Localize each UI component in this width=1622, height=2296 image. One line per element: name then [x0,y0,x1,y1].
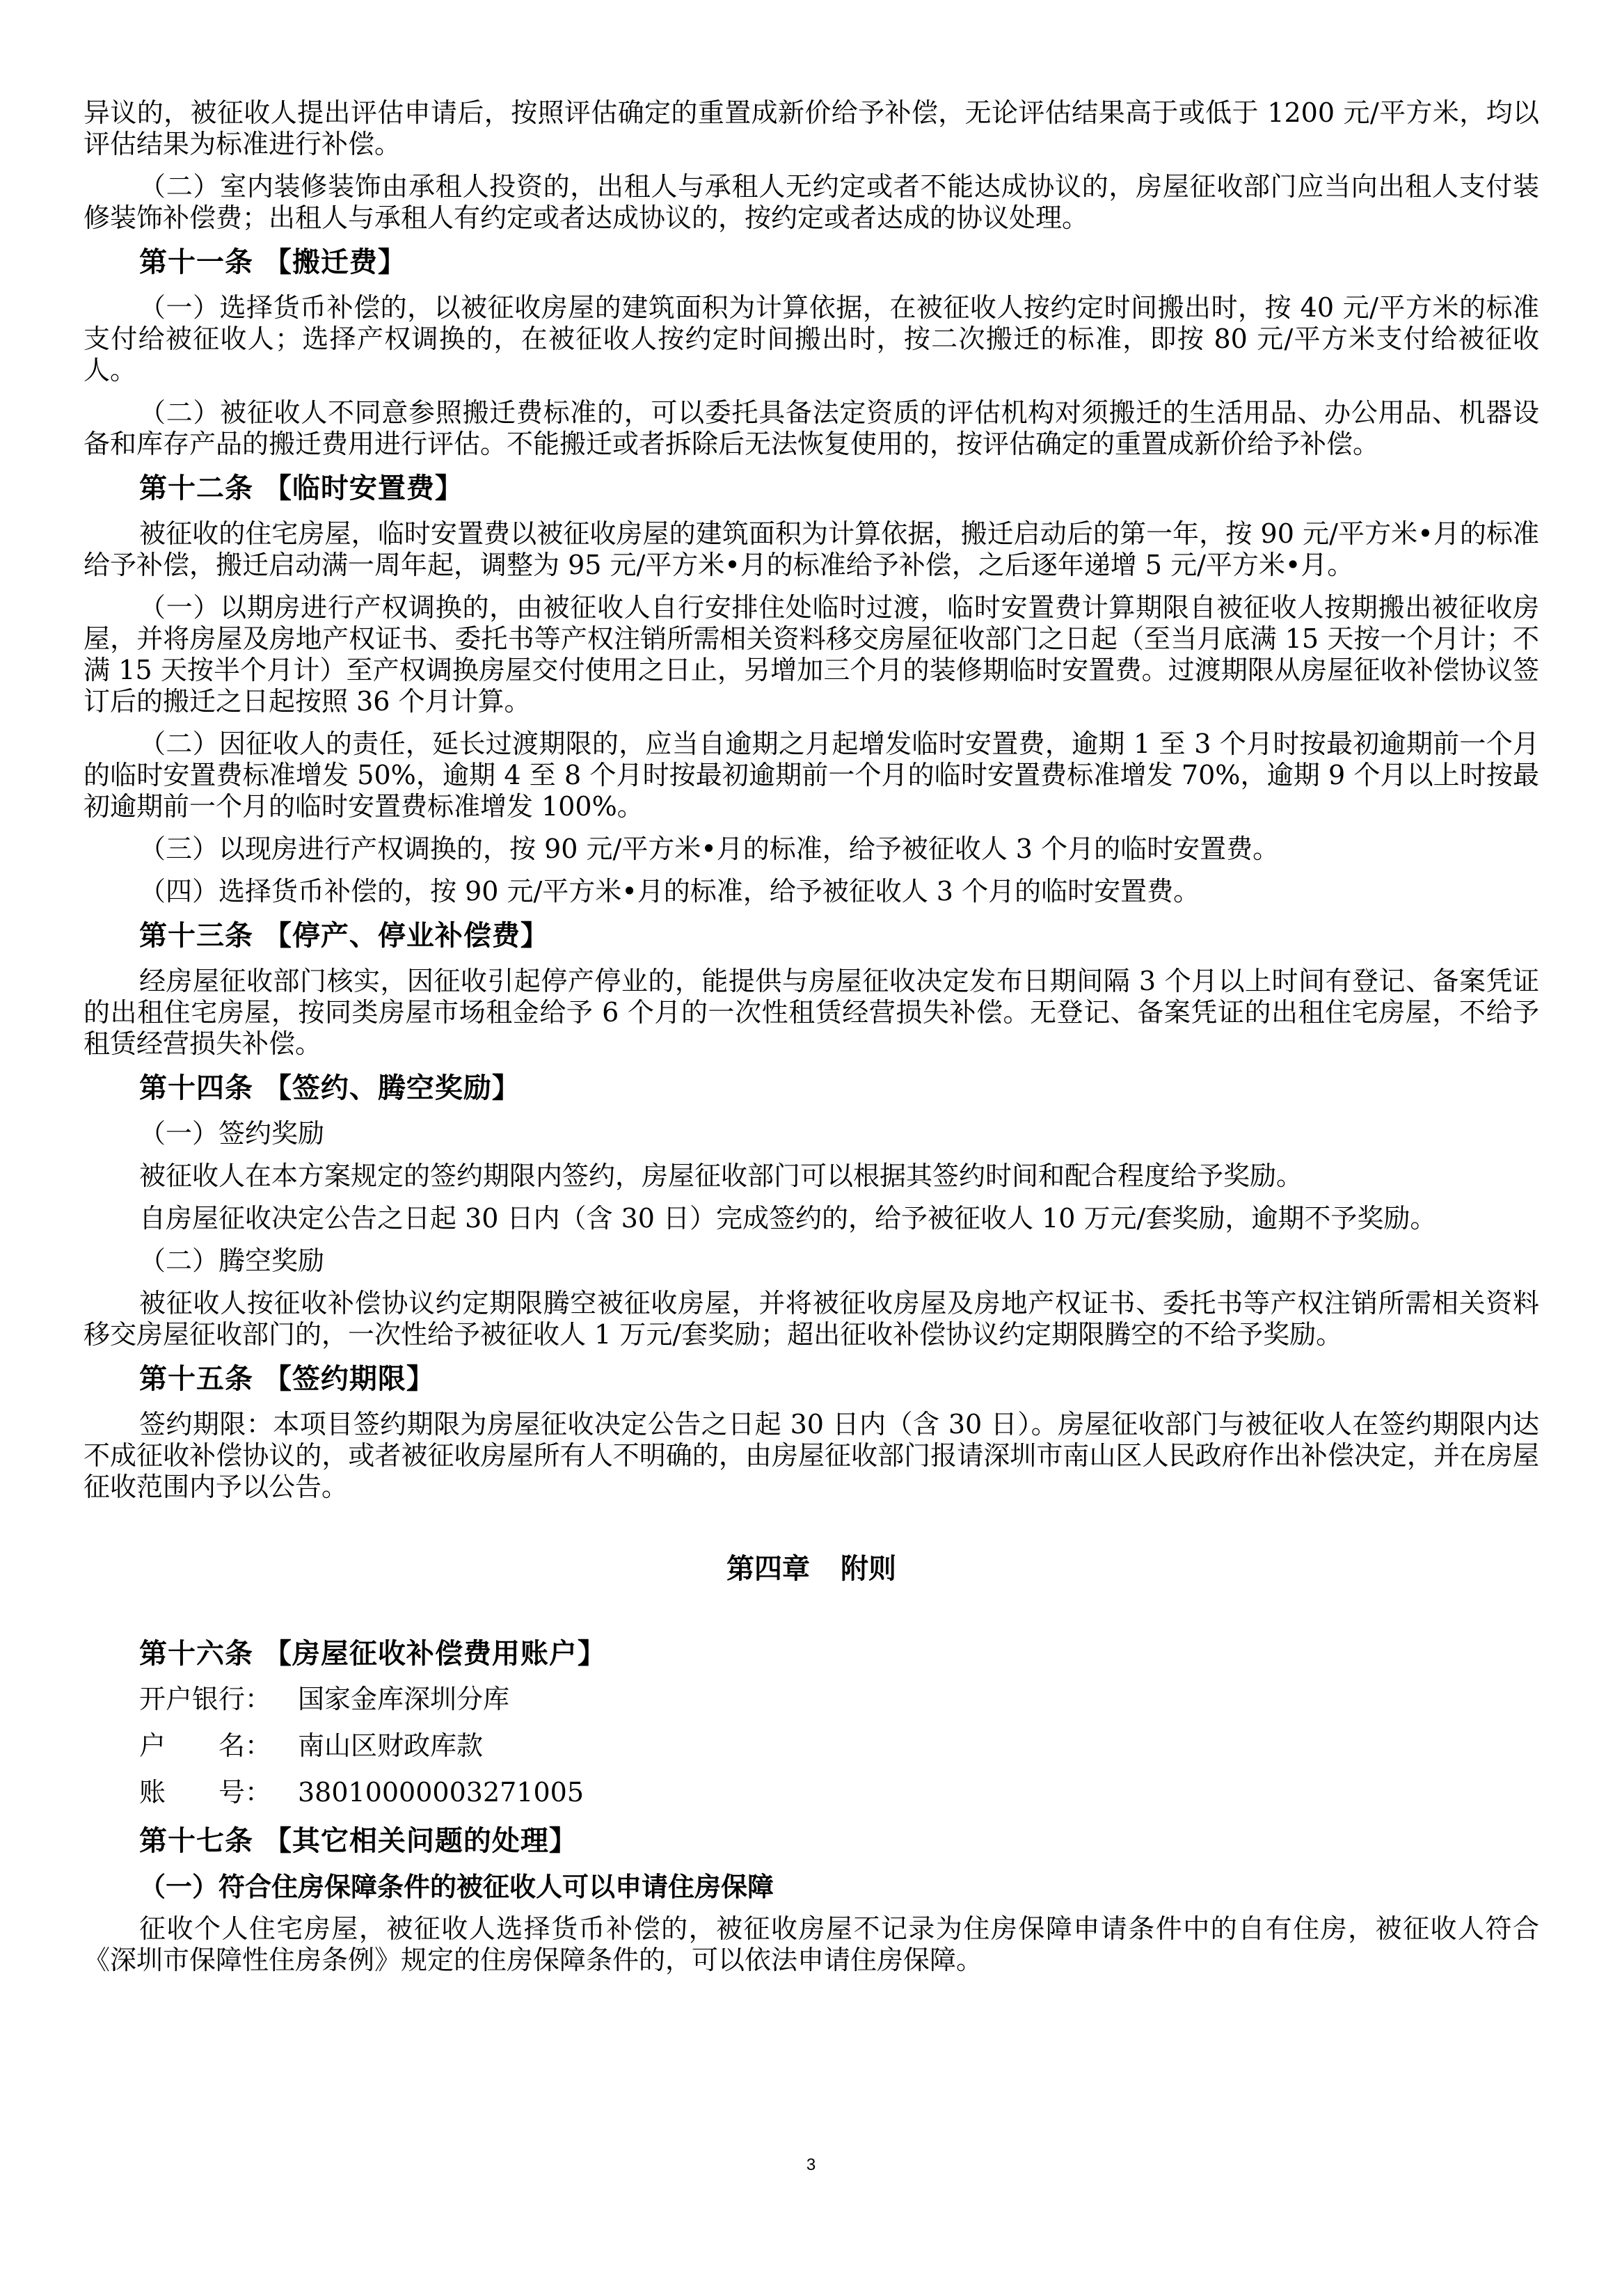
article-11-heading: 第十一条 【搬迁费】 [139,246,406,278]
article-14-heading: 第十四条 【签约、腾空奖励】 [139,1072,520,1104]
article-11-paragraph: （一）选择货币补偿的，以被征收房屋的建筑面积为计算依据，在被征收人按约定时间搬出时，按 40 元/平方米的标准支付给被征收人；选择产权调换的，在被征收人按约定时间搬出时，按二次搬迁的标准，即按 80 元/平方米支付给被征收人。 [84,292,1539,385]
article-12-paragraph: 被征收的住宅房屋，临时安置费以被征收房屋的建筑面积为计算依据，搬迁启动后的第一年，按 90 元/平方米•月的标准给予补偿，搬迁启动满一周年起，调整为 95 元/平方米•月的标准给予补偿，之后逐年递增 5 元/平方米•月。 [84,518,1539,580]
chapter-number: 第四章 [726,1553,810,1585]
article-11-paragraph: （二）被征收人不同意参照搬迁费标准的，可以委托具备法定资质的评估机构对须搬迁的生活用品、办公用品、机器设备和库存产品的搬迁费用进行评估。不能搬迁或者拆除后无法恢复使用的，按评估确定的重置成新价给予补偿。 [84,397,1539,459]
account-bank-value: 国家金库深圳分库 [298,1684,510,1714]
article-15-paragraph: 签约期限：本项目签约期限为房屋征收决定公告之日起 30 日内（含 30 日）。房屋征收部门与被征收人在签约期限内达不成征收补偿协议的，或者被征收房屋所有人不明确的，由房屋征收部门报请深圳市南山区人民政府作出补偿决定，并在房屋征收范围内予以公告。 [84,1409,1539,1502]
account-number-row [139,1777,1539,1808]
page-number: 3 [806,2155,816,2174]
account-name-value: 南山区财政库款 [298,1730,484,1761]
article-17-subheading: （一）符合住房保障条件的被征收人可以申请住房保障 [139,1871,774,1902]
paragraph-decoration-compensation: （二）室内装修装饰由承租人投资的，出租人与承租人无约定或者不能达成协议的，房屋征收部门应当向出租人支付装修装饰补偿费；出租人与承租人有约定或者达成协议的，按约定或者达成的协议处理。 [84,171,1539,233]
chapter-name: 附则 [841,1553,896,1585]
article-14-paragraph: 被征收人在本方案规定的签约期限内签约，房屋征收部门可以根据其签约时间和配合程度给予奖励。 [139,1161,1303,1191]
document-page [84,97,1539,1987]
account-name-label: 户 名： [139,1730,272,1761]
article-14-subheading: （二）腾空奖励 [139,1245,325,1276]
article-13-paragraph: 经房屋征收部门核实，因征收引起停产停业的，能提供与房屋征收决定发布日期间隔 3 个月以上时间有登记、备案凭证的出租住宅房屋，按同类房屋市场租金给予 6 个月的一次性租赁经营损失补偿。无登记、备案凭证的出租住宅房屋，不给予租赁经营损失补偿。 [84,966,1539,1059]
account-number-value: 38010000003271005 [298,1777,585,1808]
article-15-heading: 第十五条 【签约期限】 [139,1363,435,1395]
article-12-paragraph: （一）以期房进行产权调换的，由被征收人自行安排住处临时过渡，临时安置费计算期限自被征收人按期搬出被征收房屋，并将房屋及房地产权证书、委托书等产权注销所需相关资料移交房屋征收部门之日起（至当月底满 15 天按一个月计；不满 15 天按半个月计）至产权调换房屋交付使用之日止，另增加三个月的装修期临时安置费。过渡期限从房屋征收补偿协议签订后的搬迁之日起按照 36 个月计算。 [84,592,1539,717]
article-12-paragraph: （三）以现房进行产权调换的，按 90 元/平方米•月的标准，给予被征收人 3 个月的临时安置费。 [139,834,1280,864]
article-12-paragraph: （二）因征收人的责任，延长过渡期限的，应当自逾期之月起增发临时安置费，逾期 1 至 3 个月时按最初逾期前一个月的临时安置费标准增发 50%，逾期 4 至 8 个月时按最初逾期前一个月的临时安置费标准增发 70%，逾期 9 个月以上时按最初逾期前一个月的临时安置费标准增发 100%。 [84,728,1539,822]
article-12-paragraph: （四）选择货币补偿的，按 90 元/平方米•月的标准，给予被征收人 3 个月的临时安置费。 [139,876,1200,907]
continued-paragraph: 异议的，被征收人提出评估申请后，按照评估确定的重置成新价给予补偿，无论评估结果高于或低于 1200 元/平方米，均以评估结果为标准进行补偿。 [84,97,1539,159]
article-17-paragraph: 征收个人住宅房屋，被征收人选择货币补偿的，被征收房屋不记录为住房保障申请条件中的自有住房，被征收人符合《深圳市保障性住房条例》规定的住房保障条件的，可以依法申请住房保障。 [84,1913,1539,1975]
article-16-heading: 第十六条 【房屋征收补偿费用账户】 [139,1638,606,1670]
account-number-label: 账 号： [139,1777,272,1808]
article-14-subheading: （一）签约奖励 [139,1118,325,1149]
account-bank-row [139,1684,1539,1715]
account-name-row [139,1730,1539,1762]
article-14-paragraph: 被征收人按征收补偿协议约定期限腾空被征收房屋，并将被征收房屋及房地产权证书、委托书等产权注销所需相关资料移交房屋征收部门的，一次性给予被征收人 1 万元/套奖励；超出征收补偿协议约定期限腾空的不给予奖励。 [84,1288,1539,1350]
article-14-paragraph: 自房屋征收决定公告之日起 30 日内（含 30 日）完成签约的，给予被征收人 10 万元/套奖励，逾期不予奖励。 [139,1203,1437,1234]
account-bank-label: 开户银行： [139,1684,272,1714]
article-12-heading: 第十二条 【临时安置费】 [139,472,463,504]
chapter-heading [84,1552,1539,1586]
article-17-heading: 第十七条 【其它相关问题的处理】 [139,1825,578,1857]
article-13-heading: 第十三条 【停产、停业补偿费】 [139,920,549,952]
